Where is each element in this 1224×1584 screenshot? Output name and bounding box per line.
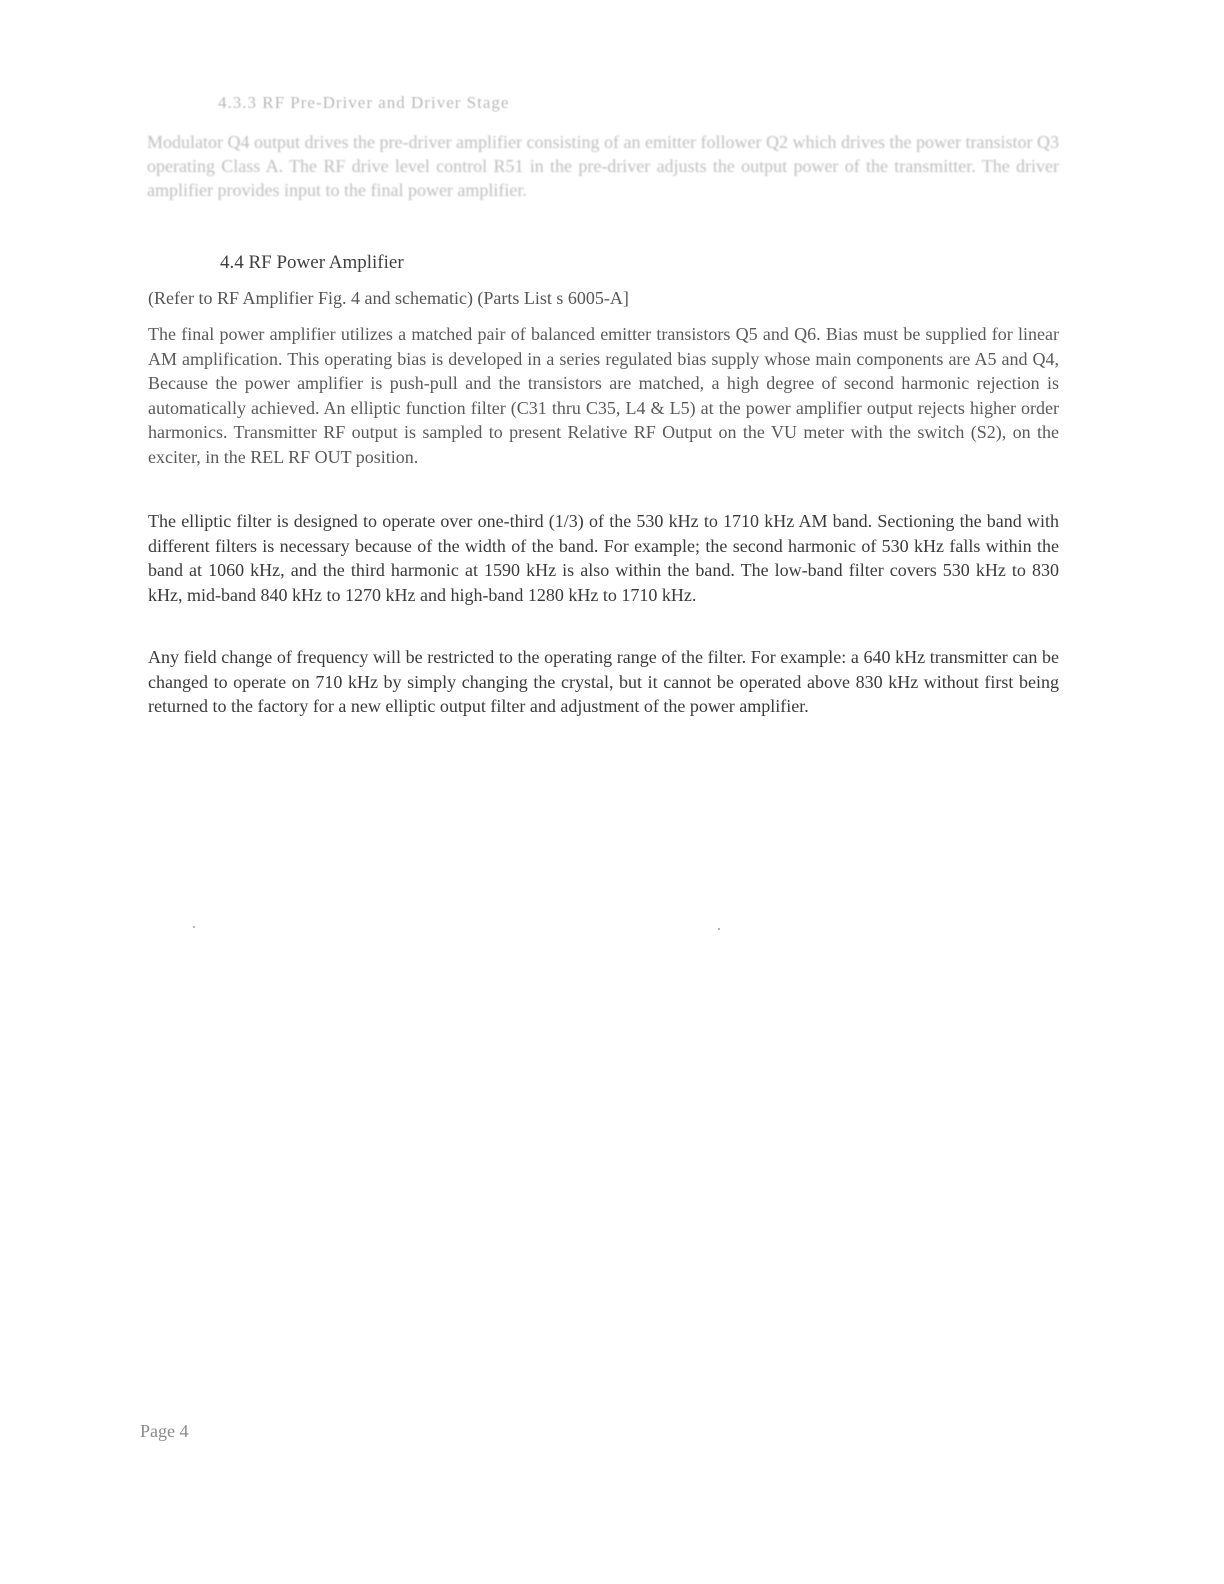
- body-paragraph: The final power amplifier utilizes a matched pair of balanced emitter transistors Q5 and Q6. Bias must be supplied for linear AM amplification. This operating bias is developed in a series regulated bias supply whose main components are A5 and Q4, Because the power amplifier is push-pull and the transistors are matched, a high degree of second harmonic rejection is automatically achieved. An elliptic function filter (C31 thru C35, L4 & L5) at the power amplifier output rejects higher order harmonics. Transmitter RF output is sampled to present Relative RF Output on the VU meter with the switch (S2), on the exciter, in the REL RF OUT position.: [148, 324, 1059, 467]
- faded-section-heading: 4.3.3 RF Pre-Driver and Driver Stage: [218, 93, 510, 112]
- scan-speck: [718, 928, 720, 930]
- body-paragraph: The elliptic filter is designed to operate over one-third (1/3) of the 530 kHz to 1710 kHz AM band. Sectioning the band with different filters is necessary because of the width of the band. For example; the second harmonic of 530 kHz falls within the band at 1060 kHz, and the third harmonic at 1590 kHz is also within the band. The low-band filter covers 530 kHz to 830 kHz, mid-band 840 kHz to 1270 kHz and high-band 1280 kHz to 1710 kHz.: [148, 511, 1059, 605]
- body-paragraph: Any field change of frequency will be restricted to the operating range of the filter. For example: a 640 kHz transmitter can be changed to operate on 710 kHz by simply changing the crystal, but it cannot be operated above 830 kHz without first being returned to the factory for a new elliptic output filter and adjustment of the power amplifier.: [148, 647, 1059, 717]
- faded-section-paragraph: Modulator Q4 output drives the pre-driver amplifier consisting of an emitter follower Q2 which drives the power transistor Q3 operating Class A. The RF drive level control R51 in the pre-driver adjusts the output power of the transmitter. The driver amplifier provides input to the final power amplifier.: [147, 132, 1059, 200]
- section-heading: 4.4 RF Power Amplifier: [220, 252, 404, 273]
- reference-note: (Refer to RF Amplifier Fig. 4 and schematic) (Parts List s 6005-A]: [148, 288, 629, 308]
- page-number: Page 4: [140, 1421, 189, 1441]
- scan-speck: [193, 926, 195, 928]
